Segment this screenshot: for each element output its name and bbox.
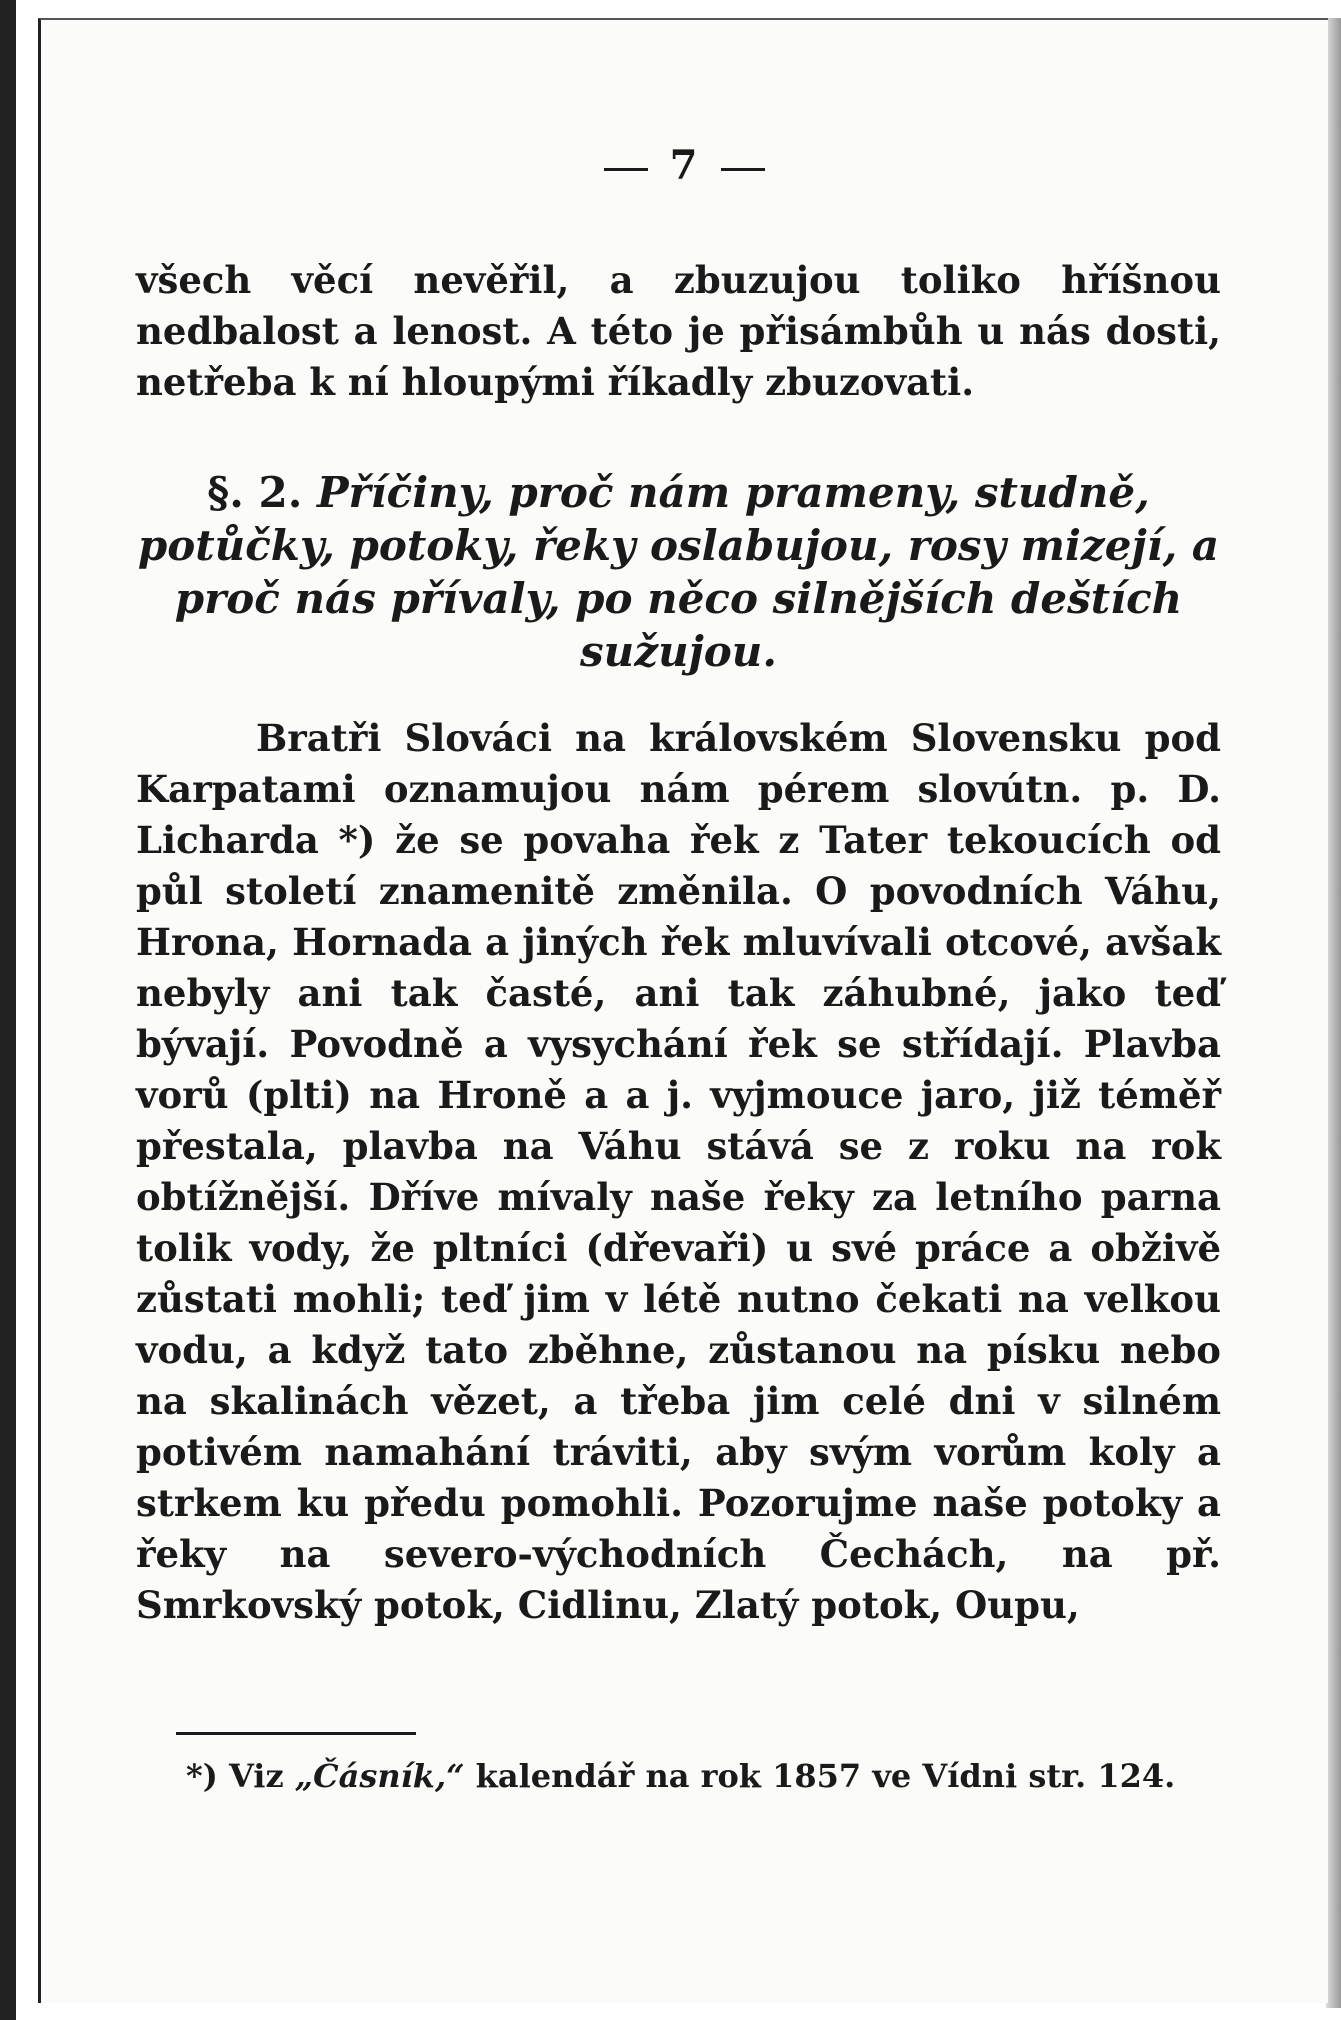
paragraph-main: Bratři Slováci na královském Slovensku pod Karpatami oznamujou nám pérem slovútn. p. D. Licharda *) že se povaha řek z Tater tekoucích od půl století znamenitě změnila. O povodních Váhu, Hrona, Hornada a jiných řek mluvívali otcové, avšak nebyly ani tak časté, ani tak záhubné, jako teď bývají. Povodně a vysychání řek se střídají. Plavba vorů (plti) na Hroně a a j. vyjmouce jaro, již téměř přestala, plavba na Váhu stává se z roku na rok obtížnější. Dříve mívaly naše řeky za letního parna tolik vody, že pltníci (dřevaři) u své práce a obživě zůstati mohli; teď jim v létě nutno čekati na velkou vodu, a když tato zběhne, zůstanou na písku nebo na skalinách vězet, a třeba jim celé dni v silném potivém namahání tráviti, aby svým vorům koly a strkem ku předu pomohli. Pozorujme naše potoky a řeky na severo-východních Čechách, na př. Smrkovský potok, Cidlinu, Zlatý potok, Oupu, (136, 716, 1221, 1627)
book-page (38, 18, 1328, 2003)
section-mark: §. 2. (207, 468, 303, 517)
footnote-title: „Čásník,“ (294, 1757, 465, 1795)
page-header (41, 142, 1328, 189)
book-spine-edge (0, 0, 16, 2020)
header-dash-right (721, 168, 765, 171)
section-title: Příčiny, proč nám prameny, studně, potůčky, potoky, řeky oslabujou, rosy mizejí, a proč nás přívaly, po něco silnějších deštích sužujou. (137, 468, 1220, 676)
footnote-mark: *) Viz (186, 1757, 284, 1795)
footnote-text: kalendář na rok 1857 ve Vídni str. 124. (475, 1757, 1176, 1795)
footnote-divider (176, 1732, 416, 1735)
page-number: 7 (669, 142, 700, 189)
footnote (136, 1753, 1221, 1799)
paragraph-intro: všech věcí nevěřil, a zbuzujou toliko hříšnou nedbalost a lenost. A této je přisámbůh u nás dosti, netřeba k ní hloupými říkadly zbuzovati. (136, 258, 1221, 404)
header-dash-left (604, 168, 648, 171)
section-heading (136, 466, 1221, 678)
page-edge-shadow (1326, 18, 1341, 2008)
